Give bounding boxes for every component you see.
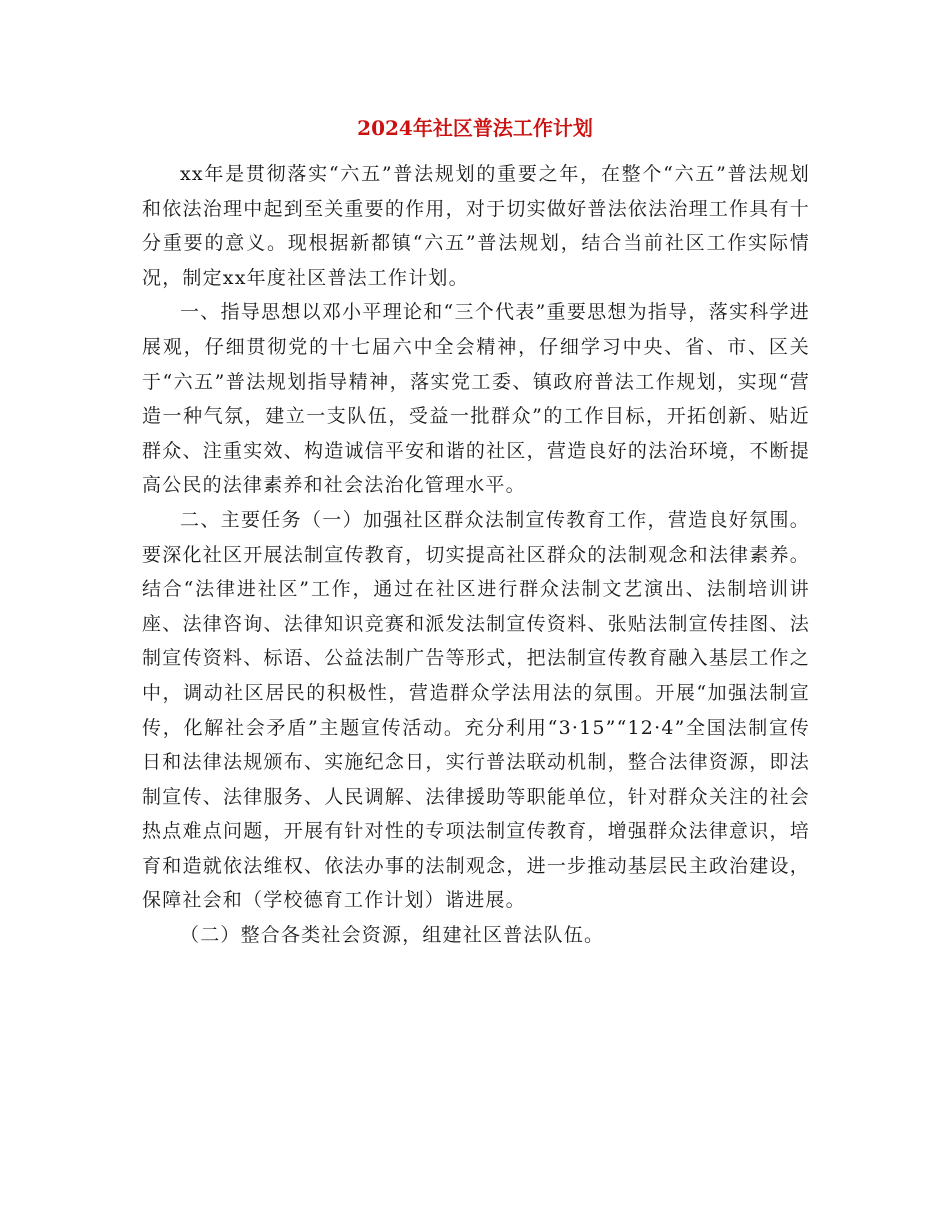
paragraph-subsection-two: （二）整合各类社会资源，组建社区普法队伍。 bbox=[180, 924, 605, 947]
paragraph-guiding-ideology: 一、指导思想以邓小平理论和“三个代表”重要思想为指导，落实科学进展观，仔细贯彻党的十七届六中全会精神，仔细学习中央、省、市、区关于“六五”普法规划指导精神，落实党工委、镇政府普法工作规划，实现“营造一种气氛，建立一支队伍，受益一批群众”的工作目标，开拓创新、贴近群众、注重实效、构造诚信平安和谐的社区，营造良好的法治环境，不断提高公民的法律素养和社会法治化管理水平。 bbox=[142, 301, 810, 497]
paragraph-main-tasks: 二、主要任务（一）加强社区群众法制宣传教育工作，营造良好氛围。要深化社区开展法制宣传教育，切实提高社区群众的法制观念和法律素养。结合“法律进社区”工作，通过在社区进行群众法制文艺演出、法制培训讲座、法律咨询、法律知识竞赛和派发法制宣传资料、张贴法制宣传挂图、法制宣传资料、标语、公益法制广告等形式，把法制宣传教育融入基层工作之中，调动社区居民的积极性，营造群众学法用法的氛围。开展“加强法制宣传，化解社会矛盾”主题宣传活动。充分利用“3·15”“12·4”全国法制宣传日和法律法规颁布、实施纪念日，实行普法联动机制，整合法律资源，即法制宣传、法律服务、人民调解、法律援助等职能单位，针对群众关注的社会热点难点问题，开展有针对性的专项法制宣传教育，增强群众法律意识，培育和造就依法维权、依法办事的法制观念，进一步推动基层民主政治建设，保障社会和（学校德育工作计划）谐进展。 bbox=[142, 508, 810, 912]
document-title: 2024年社区普法工作计划 bbox=[357, 116, 593, 140]
paragraph-intro: xx年是贯彻落实“六五”普法规划的重要之年，在整个“六五”普法规划和依法治理中起到至关重要的作用，对于切实做好普法依法治理工作具有十分重要的意义。现根据新都镇“六五”普法规划，结合当前社区工作实际情况，制定xx年度社区普法工作计划。 bbox=[142, 163, 810, 289]
document-body bbox=[142, 157, 810, 953]
